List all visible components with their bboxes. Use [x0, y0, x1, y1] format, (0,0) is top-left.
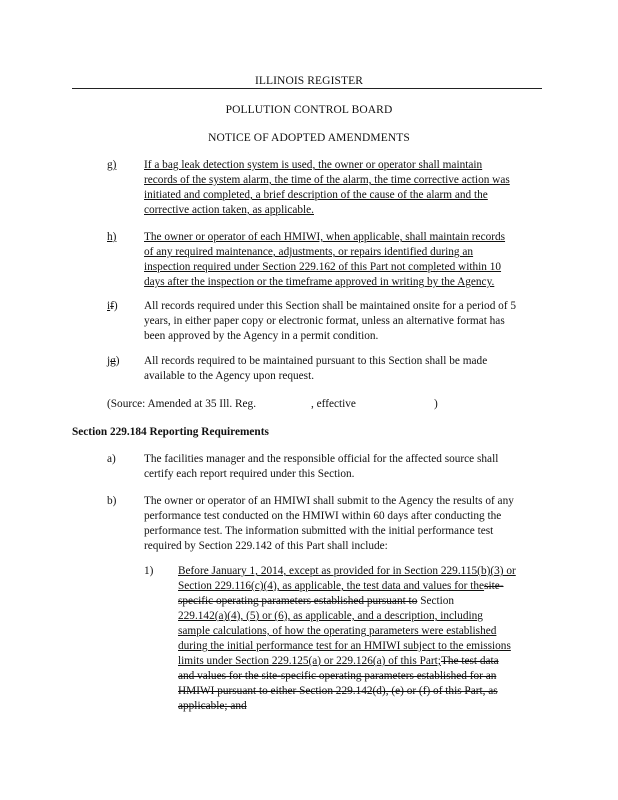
item-i-text [144, 299, 542, 344]
item-j-label-deleted: g [110, 355, 116, 367]
sec-item-b-line-1: The owner or operator of an HMIWI shall submit to the Agency the results of any [144, 495, 514, 507]
item-g-line-1: If a bag leak detection system is used, the owner or operator shall maintain [144, 159, 483, 171]
sec-item-b1-line-10: applicable; and [178, 700, 247, 712]
sec-item-b1-line-3-del: specific operating parameters established pursuant to [178, 595, 418, 607]
item-g-line-3: initiated and completed, a brief description of the cause of the alarm and the [144, 189, 488, 201]
item-i-label-suffix: ) [113, 300, 118, 312]
notice-title: NOTICE OF ADOPTED AMENDMENTS [208, 132, 410, 144]
sec-item-b1-text [178, 564, 542, 714]
sec-item-b1-line-7-del: The test data [440, 655, 499, 667]
sec-item-b1-line-2 [178, 579, 542, 594]
item-g-text [144, 158, 542, 218]
sec-item-b1-line-3 [178, 594, 542, 609]
item-j-text [144, 354, 542, 384]
sec-item-b-line-2: performance test conducted on the HMIWI within 60 days after conducting the [144, 510, 502, 522]
section-heading: Section 229.184 Reporting Requirements [72, 426, 269, 438]
header-rule [72, 88, 542, 89]
sec-item-b1-line-3-tail: Section [420, 595, 455, 607]
item-h-line-2: of any required maintenance, adjustments, or repairs identified during an [144, 246, 474, 258]
sec-item-b1-line-2-ins: Section 229.116(c)(4), as applicable, the test data and values for the [178, 580, 485, 592]
sec-item-b-line-3: performance test. The information submitted with the initial performance test [144, 525, 494, 537]
sec-item-b1-line-6: during the initial performance test for an HMIWI subject to the emissions [178, 640, 511, 652]
register-title: ILLINOIS REGISTER [254, 75, 364, 87]
sec-item-b1-line-1: Before January 1, 2014, except as provided for in Section 229.115(b)(3) or [178, 565, 516, 577]
item-i-line-1: All records required under this Section shall be maintained onsite for a period of 5 [144, 300, 517, 312]
item-h-label: h) [107, 231, 117, 243]
source-prefix: (Source: Amended at 35 Ill. Reg. [107, 398, 257, 410]
sec-item-b1-line-7-ins: limits under Section 229.125(a) or 229.126(a) of this Part; [178, 655, 441, 667]
item-i-label-deleted: f [110, 300, 114, 312]
sec-item-a-line-1: The facilities manager and the responsible official for the affected source shall [144, 453, 499, 465]
item-g-label: g) [107, 159, 117, 171]
sec-item-b1-line-7 [178, 654, 542, 669]
item-j-label-inserted: j [107, 355, 111, 367]
item-h-line-4: days after the inspection or the timeframe approved in writing by the Agency. [144, 276, 495, 288]
sec-item-a-label: a) [107, 453, 116, 465]
item-g-line-4: corrective action taken, as applicable. [144, 204, 314, 216]
item-i-line-2: years, in either paper copy or electronic format, unless an alternative format has [144, 315, 505, 327]
source-effective: , effective [311, 398, 356, 410]
item-j-line-1: All records required to be maintained pursuant to this Section shall be made [144, 355, 488, 367]
sec-item-b-label: b) [107, 495, 117, 507]
item-h-text [144, 230, 542, 290]
item-h-line-1: The owner or operator of each HMIWI, when applicable, shall maintain records [144, 231, 506, 243]
sec-item-b-line-4: required by Section 229.142 of this Part shall include: [144, 540, 388, 552]
sec-item-b-text [144, 494, 542, 554]
sec-item-b1-line-8: and values for the site-specific operating parameters established for an [178, 670, 497, 682]
item-i-label-inserted: i [107, 300, 111, 312]
item-i-label [107, 299, 131, 314]
sec-item-b1-line-2-del: site- [484, 580, 504, 592]
item-j-label-suffix: ) [115, 355, 120, 367]
item-h-line-3: inspection required under Section 229.162 of this Part not completed within 10 [144, 261, 502, 273]
item-i-line-3: been approved by the Agency in a permit condition. [144, 330, 379, 342]
board-title: POLLUTION CONTROL BOARD [225, 104, 393, 116]
item-j-line-2: available to the Agency upon request. [144, 370, 315, 382]
sec-item-b1-line-5: sample calculations, of how the operating parameters were established [178, 625, 497, 637]
item-j-label [107, 354, 131, 369]
sec-item-a-text [144, 452, 542, 482]
source-suffix: ) [434, 398, 438, 410]
sec-item-b1-line-9: HMIWI pursuant to either Section 229.142(d), (e) or (f) of this Part, as [178, 685, 498, 697]
sec-item-b1-label: 1) [144, 565, 154, 577]
sec-item-a-line-2: certify each report required under this Section. [144, 468, 355, 480]
item-g-line-2: records of the system alarm, the time of the alarm, the time corrective action was [144, 174, 510, 186]
sec-item-b1-line-4: 229.142(a)(4), (5) or (6), as applicable, and a description, including [178, 610, 483, 622]
